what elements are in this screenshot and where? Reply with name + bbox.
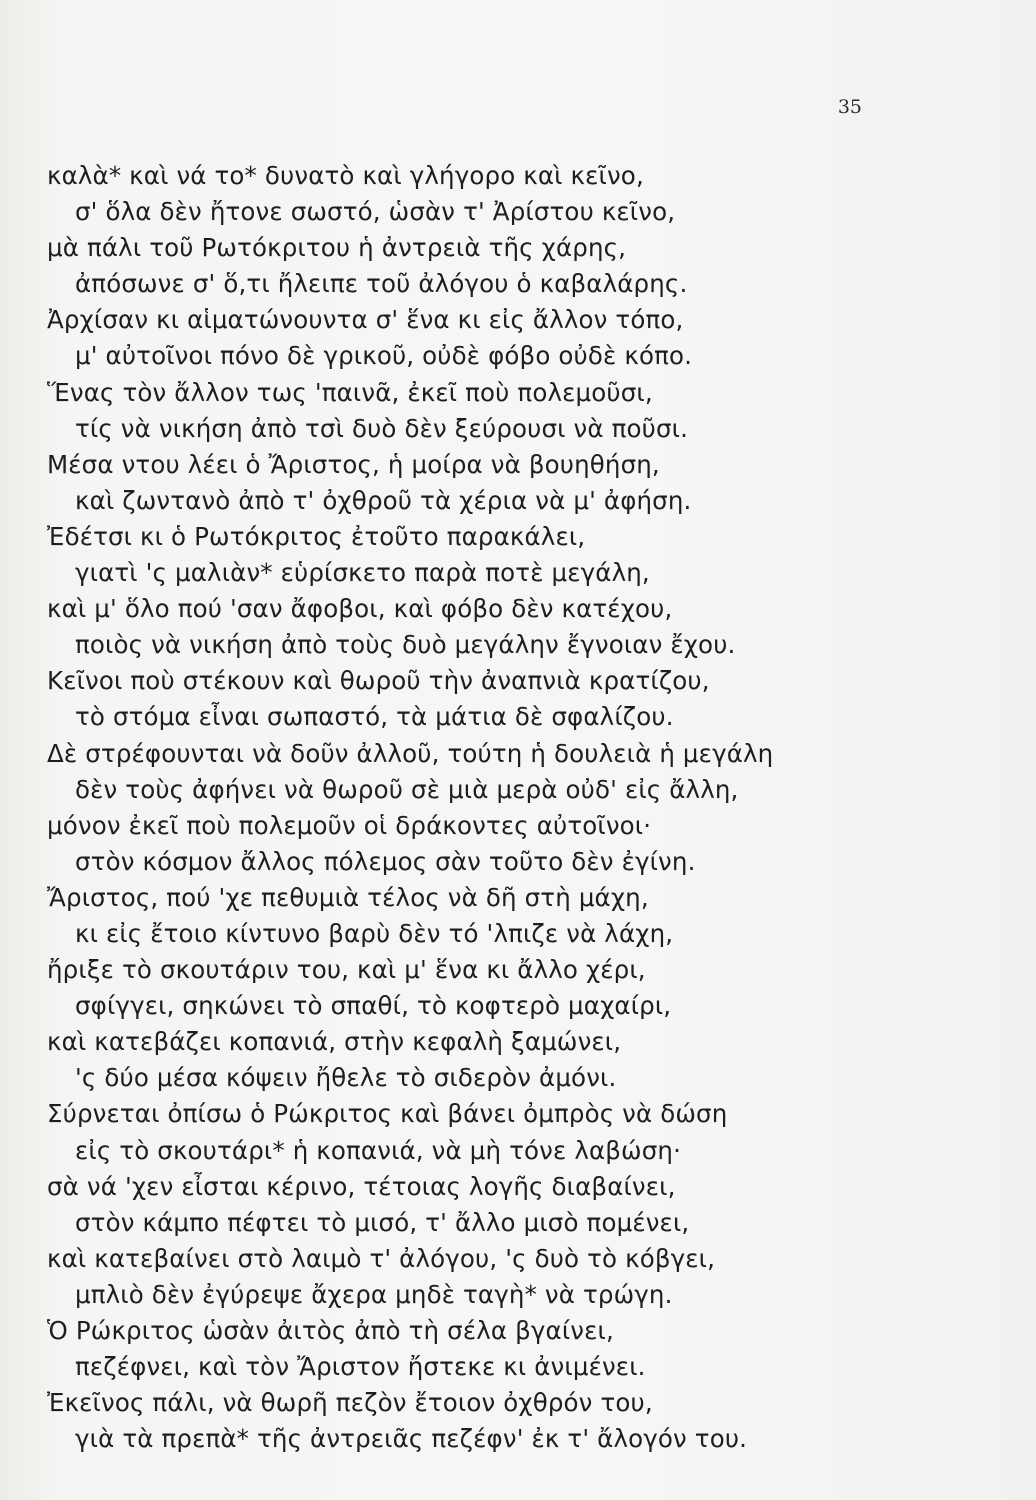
verse-line: καλὰ* καὶ νά το* δυνατὸ καὶ γλήγορο καὶ κεῖνο,	[47, 161, 644, 190]
verse-line: κι εἰς ἔτοιο κίντυνο βαρὺ δὲν τό 'λπιζε νὰ λάχη,	[75, 918, 674, 948]
verse-line: ἀπόσωνε σ' ὅ,τι ἤλειπε τοῦ ἀλόγου ὁ καβαλάρης.	[75, 269, 688, 299]
verse-line: Ἐκεῖνος πάλι, νὰ θωρῆ πεζὸν ἔτοιον ὀχθρόν του,	[47, 1388, 653, 1418]
verse-line: δὲν τοὺς ἀφήνει νὰ θωροῦ σὲ μιὰ μερὰ οὐδ' εἰς ἄλλη,	[75, 774, 739, 804]
verse-line: Ἄριστος, πού 'χε πεθυμιὰ τέλος νὰ δῆ στὴ μάχη,	[47, 882, 649, 912]
verse-line: τὸ στόμα εἶναι σωπαστό, τὰ μάτια δὲ σφαλίζου.	[75, 702, 674, 732]
verse-line: Σύρνεται ὀπίσω ὁ Ρώκριτος καὶ βάνει ὀμπρὸς νὰ δώση	[47, 1099, 728, 1129]
verse-line: Ἕνας τὸν ἄλλον τως 'παινᾶ, ἐκεῖ ποὺ πολεμοῦσι,	[47, 377, 653, 407]
poem-text	[0, 158, 1036, 1457]
verse-line: Ἀρχίσαν κι αἱματώνουντα σ' ἕνα κι εἰς ἄλλον τόπο,	[47, 305, 684, 335]
verse-line: στὸν κάμπο πέφτει τὸ μισό, τ' ἄλλο μισὸ πομένει,	[75, 1207, 690, 1237]
verse-line: ποιὸς νὰ νικήση ἀπὸ τοὺς δυὸ μεγάλην ἔγνοιαν ἔχου.	[75, 630, 736, 660]
verse-line: μ' αὐτοῖνοι πόνο δὲ γρικοῦ, οὐδὲ φόβο οὐδὲ κόπο.	[75, 341, 693, 371]
verse-line: σφίγγει, σηκώνει τὸ σπαθί, τὸ κοφτερὸ μαχαίρι,	[75, 991, 672, 1021]
verse-line: ἤριξε τὸ σκουτάριν του, καὶ μ' ἕνα κι ἄλλο χέρι,	[47, 955, 646, 985]
verse-line: τίς νὰ νικήση ἀπὸ τσὶ δυὸ δὲν ξεύρουσι νὰ ποῦσι.	[75, 413, 689, 443]
verse-line: μπλιὸ δὲν ἐγύρεψε ἄχερα μηδὲ ταγὴ* νὰ τρώγη.	[75, 1279, 673, 1309]
verse-line: στὸν κόσμον ἄλλος πόλεμος σὰν τοῦτο δὲν ἐγίνη.	[75, 846, 696, 876]
verse-line: Δὲ στρέφουνται νὰ δοῦν ἀλλοῦ, τούτη ἡ δουλειὰ ἡ μεγάλη	[47, 738, 774, 768]
verse-line: καὶ κατεβαίνει στὸ λαιμὸ τ' ἀλόγου, 'ς δυὸ τὸ κόβγει,	[47, 1243, 716, 1273]
verse-line: γιατὶ 'ς μαλιὰν* εὑρίσκετο παρὰ ποτὲ μεγάλη,	[75, 558, 650, 588]
verse-line: καὶ μ' ὅλο πού 'σαν ἄφοβοι, καὶ φόβο δὲν κατέχου,	[47, 594, 673, 624]
verse-line: σὰ νά 'χεν εἶσται κέρινο, τέτοιας λογῆς διαβαίνει,	[47, 1171, 676, 1201]
verse-line: καὶ κατεβάζει κοπανιά, στὴν κεφαλὴ ξαμώνει,	[47, 1027, 622, 1057]
page-number: 35	[837, 96, 862, 118]
verse-line: Κεῖνοι ποὺ στέκουν καὶ θωροῦ τὴν ἀναπνιὰ κρατίζου,	[47, 666, 710, 696]
verse-line: γιὰ τὰ πρεπὰ* τῆς ἀντρειᾶς πεζέφν' ἐκ τ' ἄλογόν του.	[75, 1424, 748, 1454]
verse-line: Ὁ Ρώκριτος ὡσὰν ἀιτὸς ἀπὸ τὴ σέλα βγαίνει,	[47, 1316, 614, 1345]
verse-line: μὰ πάλι τοῦ Ρωτόκριτου ἡ ἀντρειὰ τῆς χάρης,	[47, 233, 627, 263]
verse-line: σ' ὅλα δὲν ἤτονε σωστό, ὡσὰν τ' Ἀρίστου κεῖνο,	[75, 197, 676, 227]
verse-line: καὶ ζωντανὸ ἀπὸ τ' ὀχθροῦ τὰ χέρια νὰ μ' ἀφήση.	[75, 485, 692, 515]
verse-line: Ἐδέτσι κι ὁ Ρωτόκριτος ἐτοῦτο παρακάλει,	[47, 521, 586, 551]
verse-line: εἰς τὸ σκουτάρι* ἡ κοπανιά, νὰ μὴ τόνε λαβώση·	[75, 1135, 682, 1165]
verse-line: 'ς δύο μέσα κόψειν ἤθελε τὸ σιδερὸν ἀμόνι.	[75, 1063, 617, 1093]
verse-line: πεζέφνει, καὶ τὸν Ἄριστον ἤστεκε κι ἀνιμένει.	[75, 1352, 646, 1382]
verse-line: Μέσα ντου λέει ὁ Ἄριστος, ἡ μοίρα νὰ βουηθήση,	[47, 449, 660, 479]
verse-line: μόνον ἐκεῖ ποὺ πολεμοῦν οἱ δράκοντες αὐτοῖνοι·	[47, 810, 652, 840]
